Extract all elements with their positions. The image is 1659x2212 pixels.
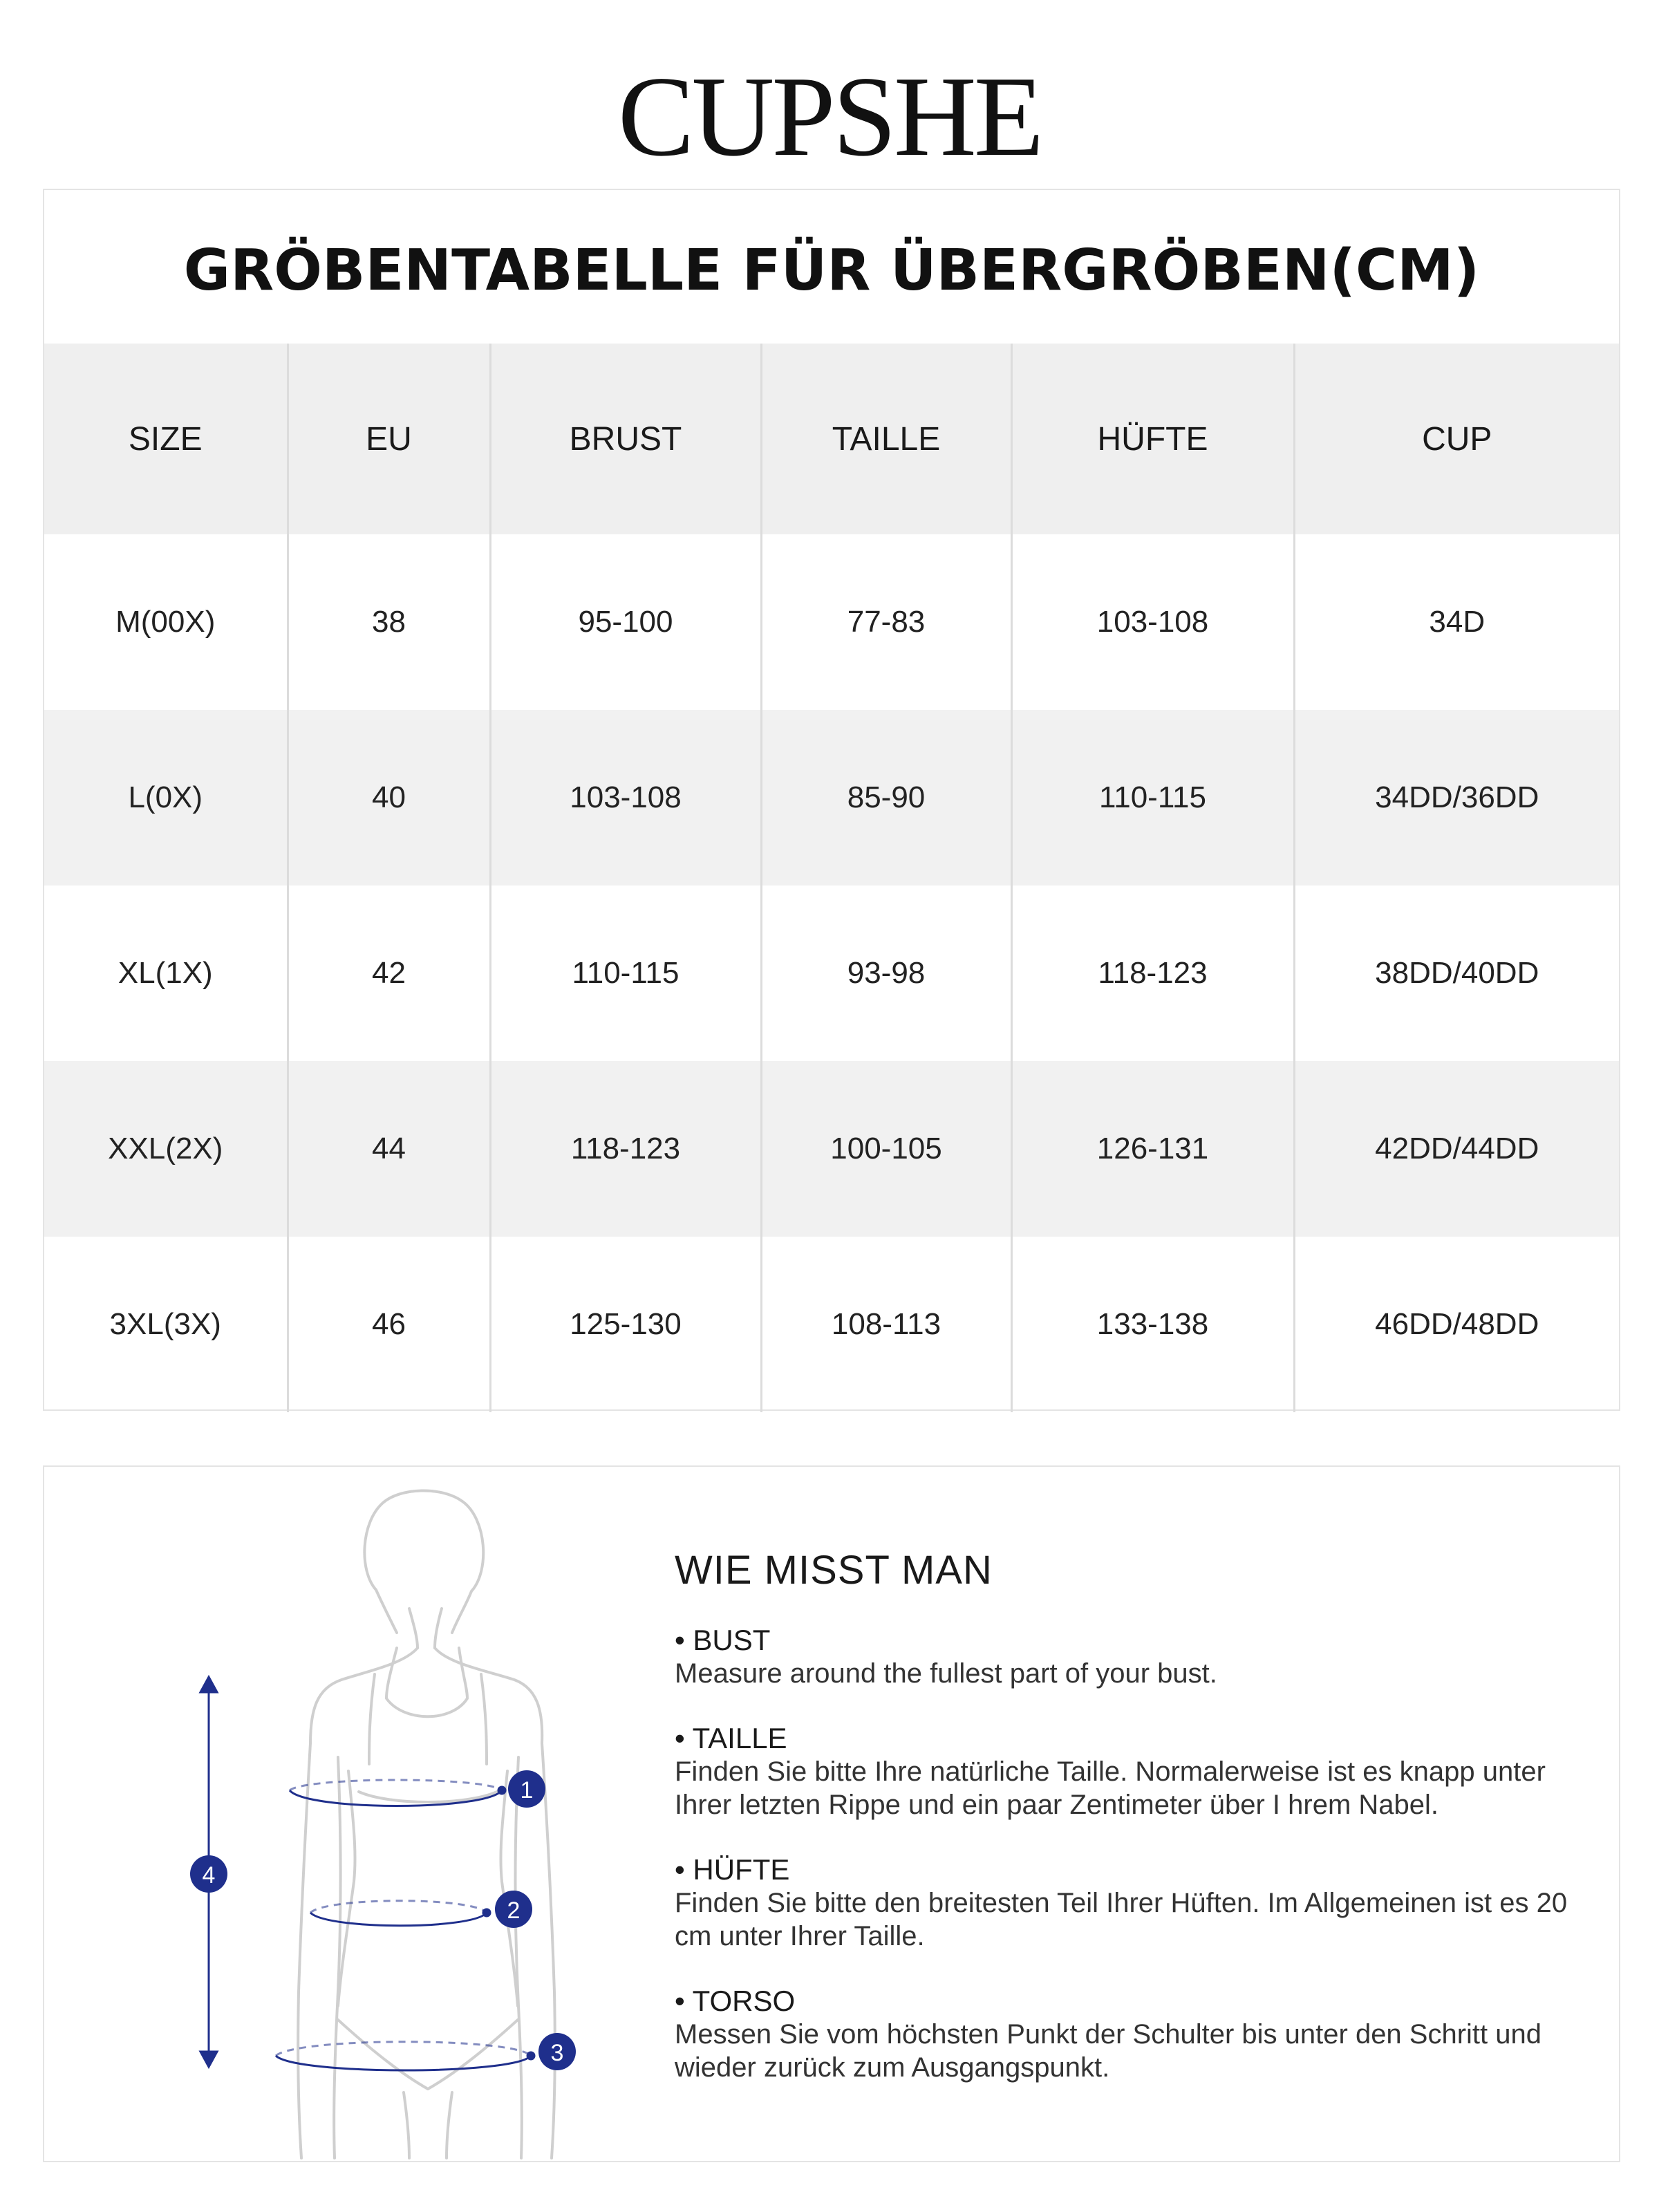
cell-eu: 42 <box>288 885 490 1061</box>
cell-cup: 34D <box>1294 534 1619 710</box>
measurement-lines <box>200 1677 534 2070</box>
cell-brust: 103-108 <box>490 710 761 885</box>
guide-heading: • HÜFTE <box>675 1853 790 1886</box>
brand-logo: CUPSHE <box>617 53 1042 180</box>
measurement-guide-card <box>43 1465 1620 2162</box>
cell-huefte: 110-115 <box>1011 710 1294 885</box>
cell-cup: 34DD/36DD <box>1294 710 1619 885</box>
measurement-instructions <box>675 1547 1587 2116</box>
guide-item-bust <box>675 1624 1587 1690</box>
header-huefte: HÜFTE <box>1011 344 1294 534</box>
guide-heading: • TAILLE <box>675 1722 787 1754</box>
marker-bust-icon <box>508 1770 545 1808</box>
svg-text:4: 4 <box>202 1862 216 1888</box>
body-outline <box>298 1490 555 2158</box>
cell-size: XL(1X) <box>118 956 213 990</box>
guide-text: Messen Sie vom höchsten Punkt der Schulter bis unter den Schritt und wieder zurück zum Ausgangspunkt. <box>675 2019 1542 2083</box>
cell-huefte: 103-108 <box>1011 534 1294 710</box>
cell-huefte: 133-138 <box>1011 1237 1294 1412</box>
cell-brust: 95-100 <box>490 534 761 710</box>
guide-heading: • TORSO <box>675 1985 796 2017</box>
table-row <box>44 885 1619 1061</box>
guide-text: Finden Sie bitte Ihre natürliche Taille. Normalerweise ist es knapp unter Ihrer letzten Rippe und ein paar Zentimeter über I hrem Nabel. <box>675 1756 1546 1820</box>
marker-hip-icon <box>538 2033 576 2070</box>
cell-size: 3XL(3X) <box>109 1307 221 1341</box>
guide-item-torso <box>675 1985 1587 2084</box>
guide-title: WIE MISST MAN <box>675 1548 993 1593</box>
guide-item-huefte <box>675 1853 1587 1953</box>
size-chart-card <box>43 189 1620 1411</box>
table-row <box>44 1237 1619 1412</box>
cell-cup: 46DD/48DD <box>1294 1237 1619 1412</box>
cell-cup: 38DD/40DD <box>1294 885 1619 1061</box>
marker-torso-icon <box>190 1855 227 1893</box>
guide-item-taille <box>675 1722 1587 1821</box>
guide-text: Finden Sie bitte den breitesten Teil Ihrer Hüften. Im Allgemeinen ist es 20 cm unter Ihrer Taille. <box>675 1888 1568 1951</box>
header-eu: EU <box>288 344 490 534</box>
cell-eu: 44 <box>288 1061 490 1237</box>
cell-brust: 125-130 <box>490 1237 761 1412</box>
header-brust: BRUST <box>490 344 761 534</box>
cell-taille: 100-105 <box>761 1061 1011 1237</box>
cell-brust: 118-123 <box>490 1061 761 1237</box>
cell-taille: 93-98 <box>761 885 1011 1061</box>
cell-taille: 77-83 <box>761 534 1011 710</box>
header-cup: CUP <box>1294 344 1619 534</box>
table-row <box>44 534 1619 710</box>
table-row <box>44 1061 1619 1237</box>
cell-size: M(00X) <box>115 605 216 639</box>
cell-brust: 110-115 <box>490 885 761 1061</box>
cell-size: L(0X) <box>128 780 203 814</box>
size-table <box>44 344 1619 1412</box>
header-taille: TAILLE <box>761 344 1011 534</box>
cell-cup: 42DD/44DD <box>1294 1061 1619 1237</box>
svg-text:1: 1 <box>520 1777 534 1803</box>
table-header-row <box>44 344 1619 534</box>
svg-text:3: 3 <box>550 2040 564 2066</box>
svg-text:2: 2 <box>507 1897 521 1924</box>
cell-eu: 38 <box>288 534 490 710</box>
cell-taille: 85-90 <box>761 710 1011 885</box>
body-measurement-figure <box>44 1467 666 2161</box>
cell-eu: 46 <box>288 1237 490 1412</box>
header-size: SIZE <box>128 420 203 458</box>
guide-text: Measure around the fullest part of your bust. <box>675 1658 1217 1689</box>
cell-taille: 108-113 <box>761 1237 1011 1412</box>
guide-heading: • BUST <box>675 1624 771 1656</box>
cell-size: XXL(2X) <box>108 1132 223 1165</box>
cell-huefte: 126-131 <box>1011 1061 1294 1237</box>
cell-eu: 40 <box>288 710 490 885</box>
marker-waist-icon <box>495 1891 532 1928</box>
cell-huefte: 118-123 <box>1011 885 1294 1061</box>
chart-title: GRÖBENTABELLE FÜR ÜBERGRÖBEN(CM) <box>183 238 1480 303</box>
table-row <box>44 710 1619 885</box>
